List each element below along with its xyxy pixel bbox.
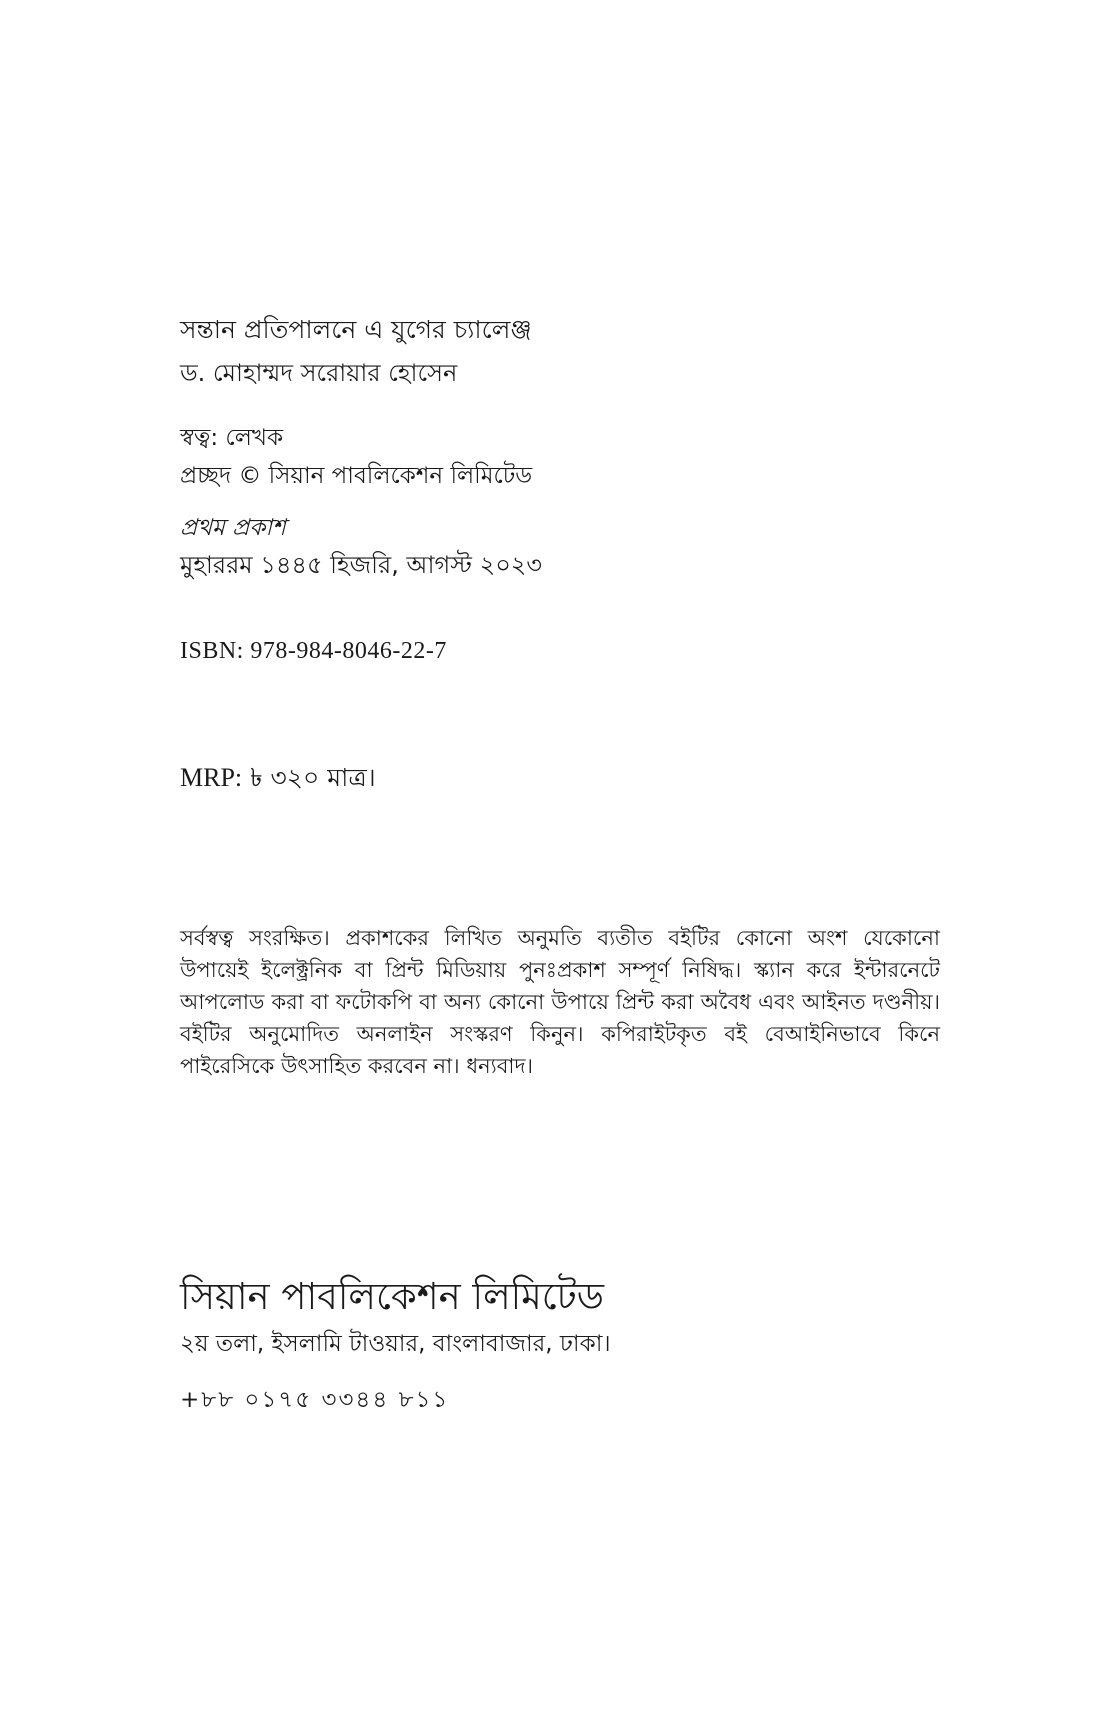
price	[180, 760, 376, 796]
book-title: সন্তান প্রতিপালনে এ যুগের চ্যালেঞ্জ	[180, 315, 532, 344]
notice-line: সর্বস্বত্ব সংরক্ষিত। প্রকাশকের লিখিত অনুমতি ব্যতীত বইটির কোনো অংশ যেকোনো	[180, 926, 940, 950]
publisher-name: সিয়ান পাবলিকেশন লিমিটেড	[180, 1275, 605, 1318]
publisher-address: ২য় তলা, ইসলামি টাওয়ার, বাংলাবাজার, ঢাকা।	[180, 1331, 611, 1357]
notice-line: আপলোড করা বা ফটোকপি বা অন্য কোনো উপায়ে প্রিন্ট করা অবৈধ এবং আইনত দণ্ডনীয়।	[180, 990, 940, 1014]
publisher-phone: +৮৮ ০১৭৫ ৩৩৪৪ ৮১১	[180, 1387, 450, 1413]
edition-date: মুহাররম ১৪৪৫ হিজরি, আগস্ট ২০২৩	[180, 551, 543, 579]
notice-line: উপায়েই ইলেক্ট্রনিক বা প্রিন্ট মিডিয়ায় পুনঃপ্রকাশ সম্পূর্ণ নিষিদ্ধ। স্ক্যান করে ইন্টারনেটে	[180, 958, 940, 982]
edition-label: প্রথম প্রকাশ	[180, 515, 286, 541]
copyright-holder: স্বত্ব: লেখক	[180, 425, 284, 451]
book-author: ড. মোহাম্মদ সরোয়ার হোসেন	[180, 359, 458, 387]
copyright-notice	[180, 922, 940, 1082]
cover-credit: প্রচ্ছদ © সিয়ান পাবলিকেশন লিমিটেড	[180, 463, 533, 489]
isbn: ISBN: 978-984-8046-22-7	[180, 638, 447, 664]
price-label: MRP:	[180, 763, 243, 792]
price-value: ৳ ৩২০ মাত্র।	[250, 763, 376, 792]
notice-line: বইটির অনুমোদিত অনলাইন সংস্করণ কিনুন। কপিরাইটকৃত বই বেআইনিভাবে কিনে	[180, 1022, 940, 1046]
notice-line: পাইরেসিকে উৎসাহিত করবেন না। ধন্যবাদ।	[180, 1054, 534, 1078]
